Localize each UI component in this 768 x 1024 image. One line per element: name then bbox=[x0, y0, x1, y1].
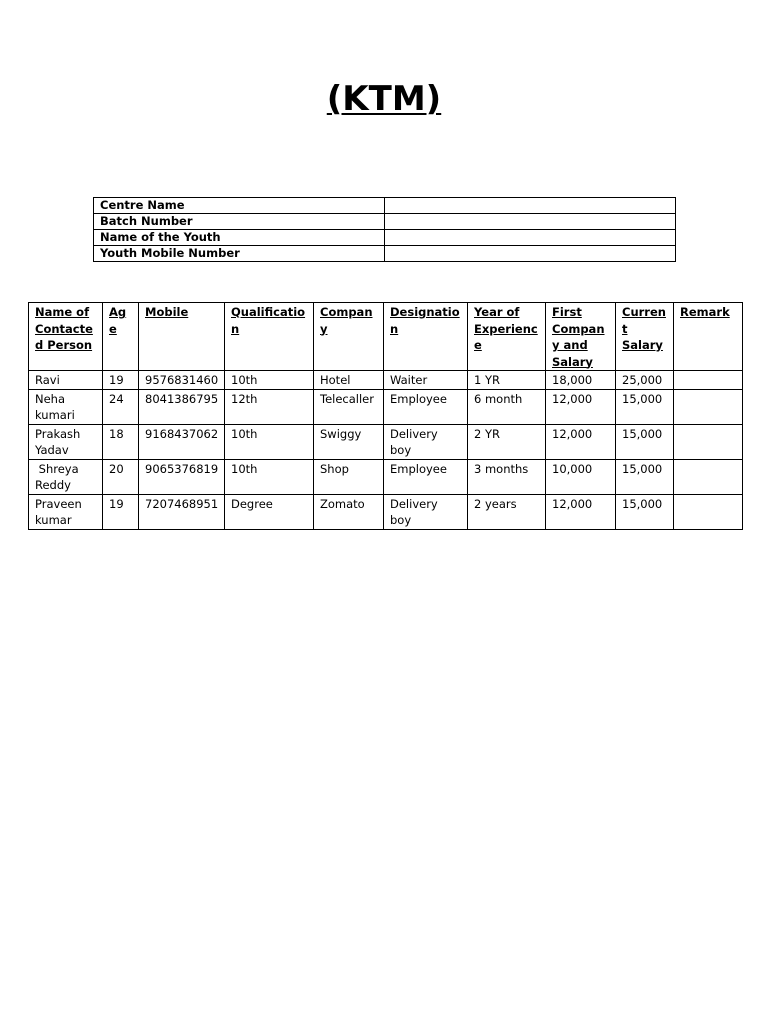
cell-name: Prakash Yadav bbox=[29, 424, 103, 459]
header-qualification: Qualification bbox=[225, 303, 314, 371]
cell-remark bbox=[674, 459, 743, 494]
cell-qualification: 10th bbox=[225, 371, 314, 390]
cell-company: Shop bbox=[314, 459, 384, 494]
cell-age: 18 bbox=[103, 424, 139, 459]
header-contacted-person: Name of Contacted Person bbox=[29, 303, 103, 371]
contact-details-table bbox=[28, 302, 743, 530]
cell-mobile: 8041386795 bbox=[139, 389, 225, 424]
cell-current-salary: 25,000 bbox=[616, 371, 674, 390]
cell-qualification: 10th bbox=[225, 424, 314, 459]
info-value[interactable] bbox=[385, 230, 676, 246]
cell-qualification: Degree bbox=[225, 494, 314, 529]
header-designation: Designation bbox=[384, 303, 468, 371]
header-remark: Remark bbox=[674, 303, 743, 371]
cell-remark bbox=[674, 424, 743, 459]
info-row-batch-number bbox=[94, 214, 676, 230]
table-row bbox=[29, 371, 743, 390]
info-value[interactable] bbox=[385, 246, 676, 262]
cell-current-salary: 15,000 bbox=[616, 459, 674, 494]
table-row bbox=[29, 389, 743, 424]
cell-company: Zomato bbox=[314, 494, 384, 529]
header-mobile: Mobile bbox=[139, 303, 225, 371]
table-header-row bbox=[29, 303, 743, 371]
cell-designation: Employee bbox=[384, 389, 468, 424]
cell-first-salary: 10,000 bbox=[546, 459, 616, 494]
info-label: Name of the Youth bbox=[94, 230, 385, 246]
cell-name: Neha kumari bbox=[29, 389, 103, 424]
cell-company: Telecaller bbox=[314, 389, 384, 424]
cell-designation: Delivery boy bbox=[384, 494, 468, 529]
cell-experience: 1 YR bbox=[468, 371, 546, 390]
cell-experience: 6 month bbox=[468, 389, 546, 424]
cell-current-salary: 15,000 bbox=[616, 389, 674, 424]
cell-first-salary: 12,000 bbox=[546, 494, 616, 529]
info-row-youth-mobile bbox=[94, 246, 676, 262]
cell-current-salary: 15,000 bbox=[616, 494, 674, 529]
cell-qualification: 10th bbox=[225, 459, 314, 494]
cell-remark bbox=[674, 389, 743, 424]
header-year-of-experience: Year of Experience bbox=[468, 303, 546, 371]
cell-designation: Delivery boy bbox=[384, 424, 468, 459]
cell-company: Swiggy bbox=[314, 424, 384, 459]
table-row bbox=[29, 494, 743, 529]
cell-name: Shreya Reddy bbox=[29, 459, 103, 494]
cell-name: Ravi bbox=[29, 371, 103, 390]
table-row bbox=[29, 459, 743, 494]
document-title: (KTM) bbox=[326, 79, 442, 119]
cell-age: 24 bbox=[103, 389, 139, 424]
info-label: Youth Mobile Number bbox=[94, 246, 385, 262]
cell-mobile: 9168437062 bbox=[139, 424, 225, 459]
cell-age: 19 bbox=[103, 371, 139, 390]
cell-mobile: 9576831460 bbox=[139, 371, 225, 390]
cell-experience: 3 months bbox=[468, 459, 546, 494]
cell-experience: 2 years bbox=[468, 494, 546, 529]
info-label: Batch Number bbox=[94, 214, 385, 230]
cell-designation: Waiter bbox=[384, 371, 468, 390]
cell-remark bbox=[674, 494, 743, 529]
cell-current-salary: 15,000 bbox=[616, 424, 674, 459]
cell-name: Praveen kumar bbox=[29, 494, 103, 529]
cell-remark bbox=[674, 371, 743, 390]
info-value[interactable] bbox=[385, 214, 676, 230]
cell-first-salary: 18,000 bbox=[546, 371, 616, 390]
info-row-youth-name bbox=[94, 230, 676, 246]
cell-first-salary: 12,000 bbox=[546, 424, 616, 459]
header-company: Company bbox=[314, 303, 384, 371]
cell-age: 20 bbox=[103, 459, 139, 494]
header-age: Age bbox=[103, 303, 139, 371]
header-current-salary: Current Salary bbox=[616, 303, 674, 371]
info-label: Centre Name bbox=[94, 198, 385, 214]
cell-designation: Employee bbox=[384, 459, 468, 494]
info-value[interactable] bbox=[385, 198, 676, 214]
cell-company: Hotel bbox=[314, 371, 384, 390]
cell-age: 19 bbox=[103, 494, 139, 529]
cell-mobile: 9065376819 bbox=[139, 459, 225, 494]
header-first-company-salary: First Company and Salary bbox=[546, 303, 616, 371]
youth-info-table bbox=[93, 197, 676, 262]
table-row bbox=[29, 424, 743, 459]
cell-experience: 2 YR bbox=[468, 424, 546, 459]
cell-qualification: 12th bbox=[225, 389, 314, 424]
cell-first-salary: 12,000 bbox=[546, 389, 616, 424]
cell-mobile: 7207468951 bbox=[139, 494, 225, 529]
info-row-centre-name bbox=[94, 198, 676, 214]
